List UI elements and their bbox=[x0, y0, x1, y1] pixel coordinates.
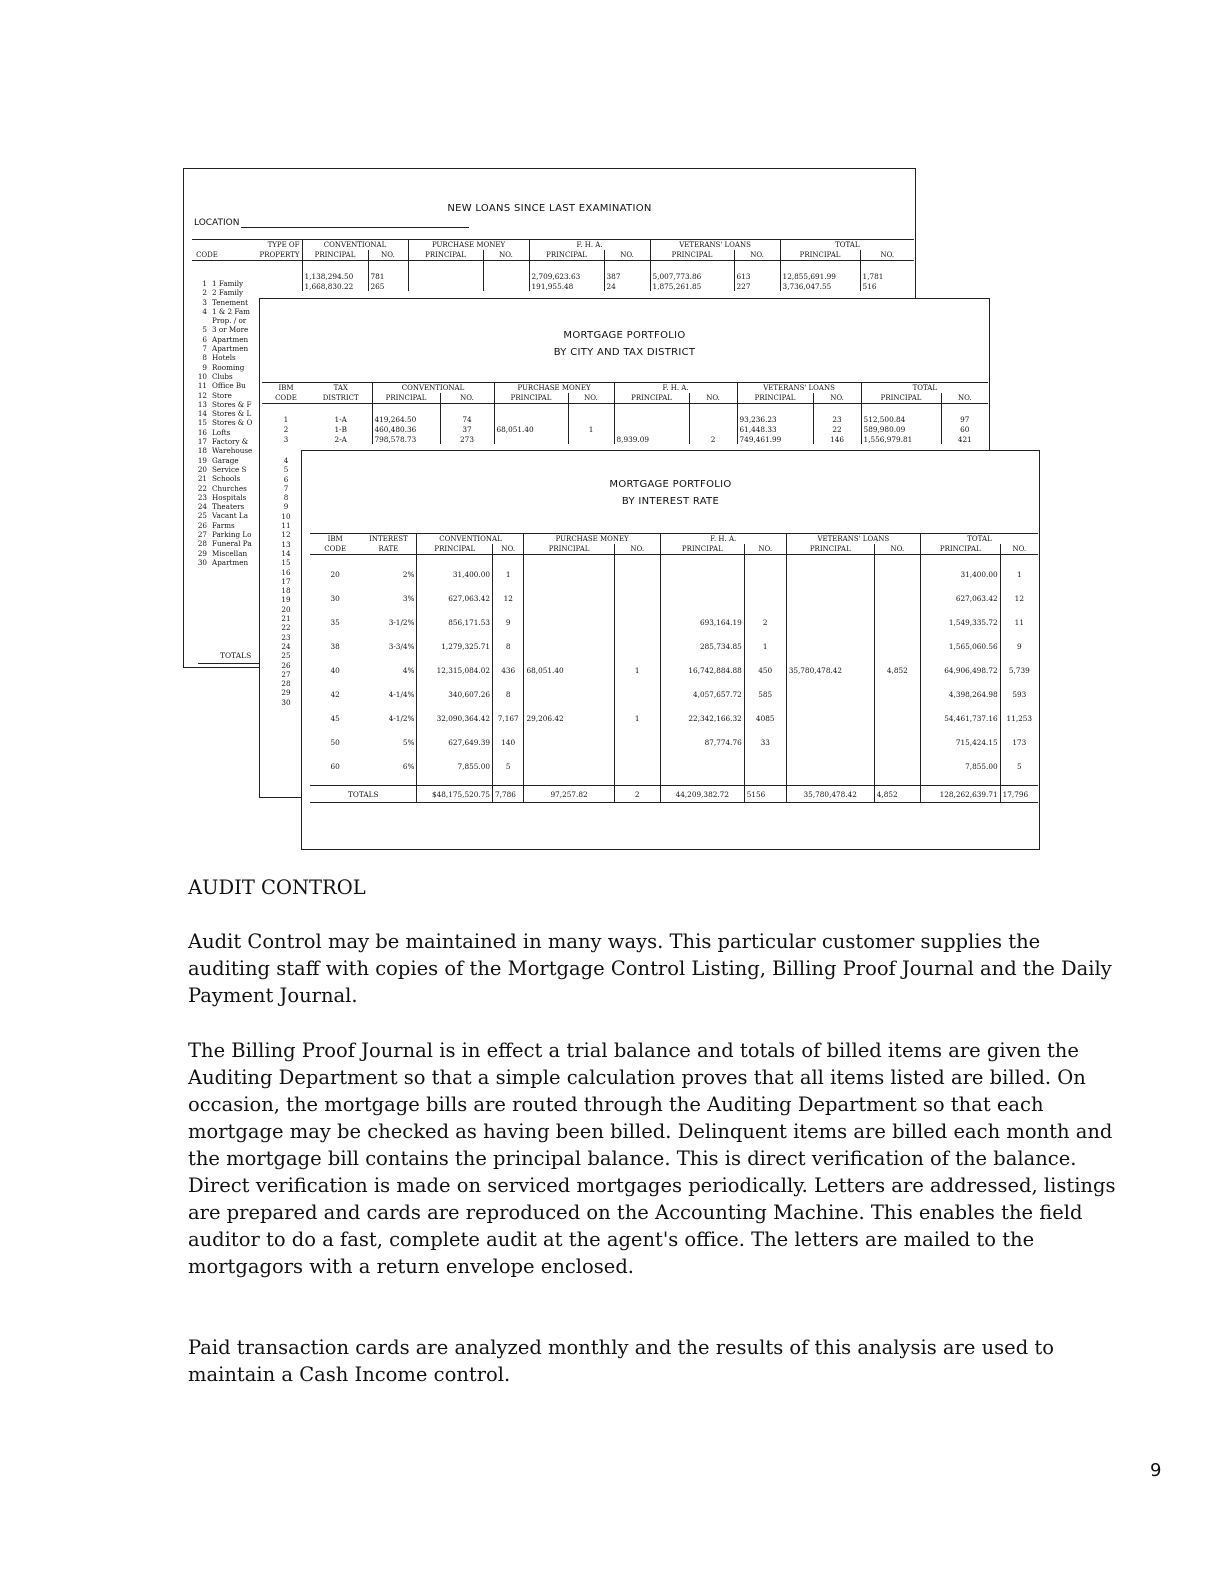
ibm-code-item: 6 bbox=[283, 474, 289, 484]
ibm-code-item: 20 bbox=[281, 604, 291, 614]
ibm-code-item: 8 bbox=[283, 493, 289, 503]
table-row: 45 4-1/2% 32,090,364.42 7,167 29,206.42 1 22,342,166.32 4085 54,461,737.16 11,253 bbox=[310, 713, 1038, 723]
table-row: 60 6% 7,855.00 5 7,855.00 5 bbox=[310, 761, 1038, 771]
property-type-item: 21 Schools bbox=[197, 474, 241, 484]
ibm-code-item: 4 bbox=[283, 456, 289, 465]
new-loans-table bbox=[192, 239, 914, 291]
col-code: CODE bbox=[262, 393, 310, 404]
location-field bbox=[194, 218, 469, 228]
table-row: 30 3% 627,063.42 12 627,063.42 12 bbox=[310, 593, 1038, 603]
property-type-item: 5 3 or More bbox=[202, 325, 249, 335]
ibm-code-item: 29 bbox=[281, 688, 291, 698]
property-type-item: 29 Miscellan bbox=[197, 548, 248, 558]
col-total: TOTAL bbox=[861, 383, 988, 394]
col-tax: TAX bbox=[310, 383, 372, 394]
col-code: CODE bbox=[310, 544, 360, 555]
property-type-item: 8 Hotels bbox=[202, 353, 236, 363]
col-principal: PRINCIPAL bbox=[302, 250, 368, 261]
property-type-item: 24 Theaters bbox=[197, 502, 245, 512]
ibm-code-item: 13 bbox=[281, 539, 291, 549]
property-type-item: 2 2 Family bbox=[202, 288, 244, 298]
col-veterans-loans: VETERANS' LOANS bbox=[786, 534, 920, 545]
col-rate: RATE bbox=[360, 544, 417, 555]
col-type-of: TYPE OF bbox=[222, 240, 302, 251]
col-conventional: CONVENTIONAL bbox=[417, 534, 524, 545]
property-type-item: 9 Rooming bbox=[202, 362, 245, 372]
property-type-item: Prop. / or bbox=[212, 316, 247, 326]
ibm-code-item: 18 bbox=[281, 586, 291, 596]
table-row: 40 4% 12,315,084.02 436 68,051.40 1 16,742,884.88 450 35,780,478.42 4,852 64,906,498.72 5,739 bbox=[310, 665, 1038, 675]
ibm-code-item: 23 bbox=[281, 632, 291, 642]
table-row: 1,138,294.50 781 2,709,623.63 387 5,007,773.86 613 12,855,691.99 1,781 bbox=[192, 271, 914, 281]
col-no: NO. bbox=[860, 250, 914, 261]
property-type-item: 20 Service S bbox=[197, 464, 247, 474]
paragraph-1: Audit Control may be maintained in many ways. This particular customer supplies the auditing staff with copies of the Mortgage Control Listing, Billing Proof Journal and the Daily Payment Journal. bbox=[188, 930, 1112, 1007]
ibm-code-item: 15 bbox=[281, 558, 291, 568]
audit-control-heading: AUDIT CONTROL bbox=[188, 876, 366, 899]
col-no: NO. bbox=[368, 250, 408, 261]
table-row: 42 4-1/4% 340,607.26 8 4,057,657.72 585 4,398,264.98 593 bbox=[310, 689, 1038, 699]
col-interest: INTEREST bbox=[360, 534, 417, 545]
table-row: 38 3-3/4% 1,279,325.71 8 285,734.85 1 1,565,060.56 9 bbox=[310, 641, 1038, 651]
ibm-code-item: 25 bbox=[281, 651, 291, 661]
table-row: 20 2% 31,400.00 1 31,400.00 1 bbox=[310, 569, 1038, 579]
property-type-item: 6 Apartmen bbox=[202, 334, 249, 344]
col-property: PROPERTY bbox=[222, 250, 302, 261]
ibm-code-item: 28 bbox=[281, 679, 291, 689]
table-row: 50 5% 627,649.39 140 87,774.76 33 715,424.15 173 bbox=[310, 737, 1038, 747]
property-type-item: 12 Store bbox=[197, 390, 232, 400]
property-type-item: 10 Clubs bbox=[197, 371, 233, 381]
col-no: NO. bbox=[604, 250, 650, 261]
ibm-code-item: 22 bbox=[281, 623, 291, 633]
table-row: 2 1-B 460,480.36 37 68,051.40 1 61,448.33 22 589,980.09 60 bbox=[262, 424, 988, 434]
ibm-code-item: 14 bbox=[281, 548, 291, 558]
interest-rate-table: IBM INTEREST CONVENTIONAL PURCHASE MONEY F. H. A. VETERANS' LOANS TOTAL CODE RATE PRINCIPAL NO. PRINCIPAL NO. PRINCIPAL NO. PRINCIPAL NO. PRINCIPAL NO. 20 2% 31,400.00 1 31,400.00 1 30 3% 627,063.42 12 627,063.42 12 35 3-1/2% 856,171.53 9 693,164.19 2 1,549,335.72 11 38 3-3/4% 1,279,325.71 8 285,734.85 1 1,565,060.56 9 40 4% 12,315,084.02 436 68,051.40 1 16,742,884.88 450 35,780,478.42 4,852 64,906,498.72 5,739 42 4-1/4% 340,607.26 8 4,057,657.72 585 4,398,264.98 593 45 4-1/2% 32,090,364.42 7,167 29,206.42 1 22,342,166.32 4085 54,461,737.16 11,253 50 5% 627,649.39 140 87,774.76 33 715,424.15 173 60 6% 7,855.00 5 7,855.00 5 TOTALS $48,175,520.75 7,786 97,257.82 2 44,209,382.72 5156 35,780,478.42 4,852 128,262,639.71 17,796 bbox=[310, 533, 1038, 803]
col-purchase-money: PURCHASE MONEY bbox=[524, 534, 660, 545]
col-principal: PRINCIPAL bbox=[529, 250, 604, 261]
col-ibm: IBM bbox=[262, 383, 310, 394]
col-conventional: CONVENTIONAL bbox=[302, 240, 408, 251]
col-conventional: CONVENTIONAL bbox=[372, 383, 494, 394]
property-type-item: 16 Lofts bbox=[197, 427, 231, 437]
property-type-item: 17 Factory & bbox=[197, 437, 249, 447]
ibm-code-item: 11 bbox=[281, 521, 291, 531]
col-purchase-money: PURCHASE MONEY bbox=[408, 240, 529, 251]
form-portfolio-by-interest-rate bbox=[301, 450, 1040, 850]
property-type-item: 23 Hospitals bbox=[197, 492, 247, 502]
property-type-item: 28 Funeral Pa bbox=[197, 539, 252, 549]
property-type-item: 26 Farms bbox=[197, 520, 235, 530]
col-code: CODE bbox=[192, 250, 222, 261]
form-new-loans-totals-label: TOTALS bbox=[220, 651, 252, 660]
property-type-item: 25 Vacant La bbox=[197, 511, 248, 521]
ibm-code-item: 30 bbox=[281, 697, 291, 707]
ibm-code-list bbox=[268, 456, 304, 707]
form-interest-rate-title-1: MORTGAGE PORTFOLIO bbox=[609, 479, 732, 490]
ibm-code-item: 17 bbox=[281, 576, 291, 586]
property-type-item: 19 Garage bbox=[197, 455, 239, 465]
property-type-item: 7 Apartmen bbox=[202, 344, 249, 354]
col-purchase-money: PURCHASE MONEY bbox=[494, 383, 614, 394]
form-tax-district-title-1: MORTGAGE PORTFOLIO bbox=[563, 330, 686, 341]
table-row: 3 2-A 798,578.73 273 8,939.09 2 749,461.99 146 1,556,979.81 421 bbox=[262, 434, 988, 444]
property-type-item: 4 1 & 2 Fam bbox=[202, 306, 250, 316]
col-fha: F. H. A. bbox=[660, 534, 786, 545]
col-principal: PRINCIPAL bbox=[408, 250, 483, 261]
property-type-item: 15 Stores & O bbox=[197, 418, 253, 428]
col-veterans-loans: VETERANS' LOANS bbox=[650, 240, 780, 251]
location-label: LOCATION bbox=[194, 218, 240, 228]
ibm-code-item: 7 bbox=[283, 483, 289, 493]
table-row: 35 3-1/2% 856,171.53 9 693,164.19 2 1,549,335.72 11 bbox=[310, 617, 1038, 627]
property-type-item: 3 Tenement bbox=[202, 297, 248, 307]
ibm-code-item: 26 bbox=[281, 660, 291, 670]
property-type-item: 18 Warehouse bbox=[197, 446, 253, 456]
ibm-code-item: 19 bbox=[281, 595, 291, 605]
table-row: 1 1-A 419,264.50 74 93,236.23 23 512,500.84 97 bbox=[262, 414, 988, 424]
col-total: TOTAL bbox=[920, 534, 1038, 545]
totals-row: TOTALS $48,175,520.75 7,786 97,257.82 2 44,209,382.72 5156 35,780,478.42 4,852 128,262,639.71 17,796 bbox=[310, 786, 1038, 803]
property-type-item: 22 Churches bbox=[197, 483, 247, 493]
table-row: 1,668,830.22 265 191,955.48 24 1,875,261.85 227 3,736,047.55 516 bbox=[192, 281, 914, 291]
ibm-code-item: 10 bbox=[281, 511, 291, 521]
col-veterans-loans: VETERANS' LOANS bbox=[737, 383, 861, 394]
col-fha: F. H. A. bbox=[614, 383, 737, 394]
property-type-item: 13 Stores & F bbox=[197, 399, 252, 409]
col-principal: PRINCIPAL bbox=[650, 250, 734, 261]
totals-rule bbox=[198, 663, 262, 664]
property-type-item: 30 Apartmen bbox=[197, 557, 249, 567]
ibm-code-item: 24 bbox=[281, 641, 291, 651]
col-no: NO. bbox=[483, 250, 529, 261]
page-number: 9 bbox=[1150, 1460, 1162, 1481]
ibm-code-item: 9 bbox=[283, 502, 289, 512]
property-type-list bbox=[190, 279, 252, 567]
ibm-code-item: 16 bbox=[281, 567, 291, 577]
property-type-item: 27 Parking Lo bbox=[197, 530, 252, 540]
col-ibm: IBM bbox=[310, 534, 360, 545]
ibm-code-item: 5 bbox=[283, 465, 289, 475]
tax-district-table: IBM TAX CONVENTIONAL PURCHASE MONEY F. H. A. VETERANS' LOANS TOTAL CODE DISTRICT PRINCIPAL NO. PRINCIPAL NO. PRINCIPAL NO. PRINCIPAL NO. PRINCIPAL NO. 1 1-A 419,264.50 74 93,236.23 23 512,500.84 97 2 1-B 460,480.36 37 68,051.40 1 61,448.33 22 589,980.09 60 3 2-A 798,578.73 273 8,939.09 2 749,461.99 146 1,556,979.81 421 bbox=[262, 382, 988, 444]
location-line bbox=[241, 227, 469, 228]
ibm-code-item: 12 bbox=[281, 530, 291, 540]
col-fha: F. H. A. bbox=[529, 240, 650, 251]
form-tax-district-title-2: BY CITY AND TAX DISTRICT bbox=[553, 347, 696, 358]
col-no: NO. bbox=[734, 250, 780, 261]
ibm-code-item: 21 bbox=[281, 614, 291, 624]
property-type-item: 14 Stores & L bbox=[197, 409, 252, 419]
col-district: DISTRICT bbox=[310, 393, 372, 404]
paragraph-3: Paid transaction cards are analyzed monthly and the results of this analysis are used to maintain a Cash Income control. bbox=[188, 1336, 1054, 1386]
totals-label: TOTALS bbox=[310, 786, 417, 803]
ibm-code-item: 27 bbox=[281, 669, 291, 679]
property-type-item: 1 1 Family bbox=[202, 279, 244, 288]
paragraph-2: The Billing Proof Journal is in effect a trial balance and totals of billed items are given the Auditing Department so that a simple calculation proves that all items listed are billed. On occasion, the mortgage bills are routed through the Auditing Department so that each mortgage may be checked as having been billed. Delinquent items are billed each month and the mortgage bill contains the principal balance. This is direct verification of the balance. Direct verification is made on serviced mortgages periodically. Letters are addressed, listings are prepared and cards are reproduced on the Accounting Machine. This enables the field auditor to do a fast, complete audit at the agent's office. The letters are mailed to the mortgagors with a return envelope enclosed. bbox=[188, 1039, 1116, 1278]
form-interest-rate-title-2: BY INTEREST RATE bbox=[621, 496, 720, 507]
col-total: TOTAL bbox=[780, 240, 914, 251]
property-type-item: 11 Office Bu bbox=[197, 381, 246, 391]
form-new-loans-title: NEW LOANS SINCE LAST EXAMINATION bbox=[447, 203, 652, 214]
col-principal: PRINCIPAL bbox=[780, 250, 860, 261]
